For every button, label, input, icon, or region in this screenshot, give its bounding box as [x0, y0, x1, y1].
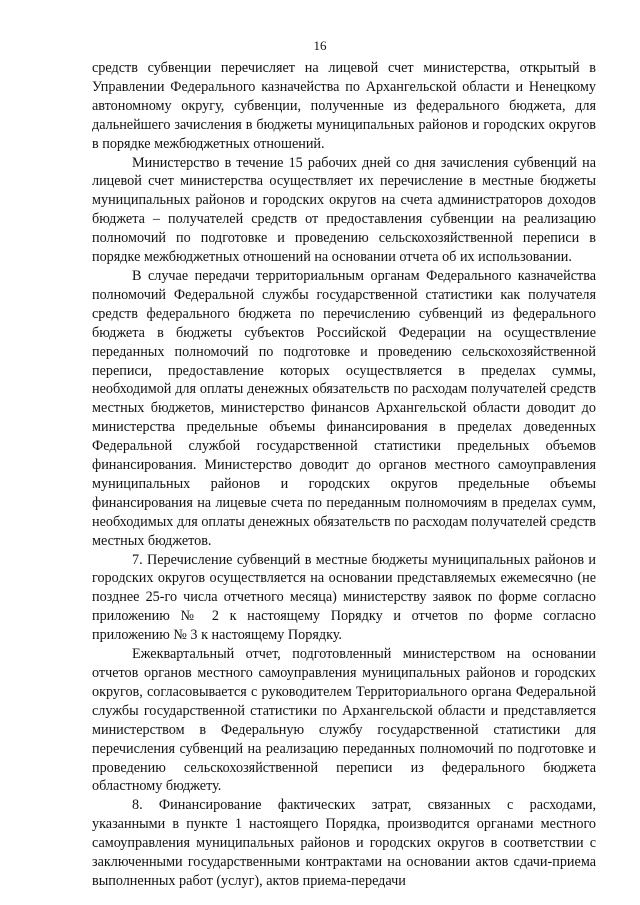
paragraph-item-8: 8. Финансирование фактических затрат, связанных с расходами, указанными в пункте 1 настоящего Порядка, производится органами местного самоуправления муниципальных районов и городских округов в соответствии с заключенными государственными контрактами на основании актов сдачи-приема выполненных работ (услуг), актов приема-передачи	[92, 797, 596, 889]
page-number: 16	[313, 38, 327, 53]
paragraph-item-7: 7. Перечисление субвенций в местные бюджеты муниципальных районов и городских округов осуществляется на основании представляемых ежемесячно (не позднее 25-го числа отчетного месяца) министерству заявок по форме согласно приложению № 2 к настоящему Порядку и отчетов по форме согласно приложению № 3 к настоящему Порядку.	[92, 551, 596, 644]
document-body	[92, 59, 596, 891]
paragraph-treasury-delegation: В случае передачи территориальным органам Федерального казначейства полномочий Федеральной службы государственной статистики как получателя средств федерального бюджета по перечислению субвенций из федерального бюджета в бюджеты субъектов Российской Федерации на осуществление переданных полномочий по подготовке и проведению сельскохозяйственной переписи, предоставление которых осуществляется в пределах суммы, необходимой для оплаты денежных обязательств по расходам получателей средств местных бюджетов, министерство финансов Архангельской области доводит до министерства предельные объемы финансирования в пределах доведенных Федеральной службой государственной статистики предельных объемов финансирования. Министерство доводит до органов местного самоуправления муниципальных районов и городских округов предельные объемы финансирования на лицевые счета по переданным полномочиям в пределах сумм, необходимых для оплаты денежных обязательств по расходам получателей средств местных бюджетов.	[92, 267, 596, 549]
paragraph-quarterly-report: Ежеквартальный отчет, подготовленный министерством на основании отчетов органов местного самоуправления муниципальных районов и городских округов, согласовывается с руководителем Территориального органа Федеральной службы государственной статистики по Архангельской области и представляется министерством в Федеральную службу государственной статистики для перечисления субвенций на реализацию переданных полномочий по подготовке и проведению сельскохозяйственной переписи из федерального бюджета областному бюджету.	[92, 646, 596, 795]
paragraph-ministry-transfer-terms: Министерство в течение 15 рабочих дней со дня зачисления субвенций на лицевой счет министерства осуществляет их перечисление в местные бюджеты муниципальных районов и городских округов на счета администраторов доходов бюджета – получателей средств от предоставления субвенции на реализацию полномочий по подготовке и проведению сельскохозяйственной переписи в порядке межбюджетных отношений на основании отчета об их использовании.	[92, 154, 596, 266]
paragraph-subvention-transfer: средств субвенции перечисляет на лицевой счет министерства, открытый в Управлении Федерального казначейства по Архангельской области и Ненецкому автономному округу, субвенции, полученные из федерального бюджета, для дальнейшего зачисления в бюджеты муниципальных районов и городских округов в порядке межбюджетных отношений.	[92, 60, 596, 152]
